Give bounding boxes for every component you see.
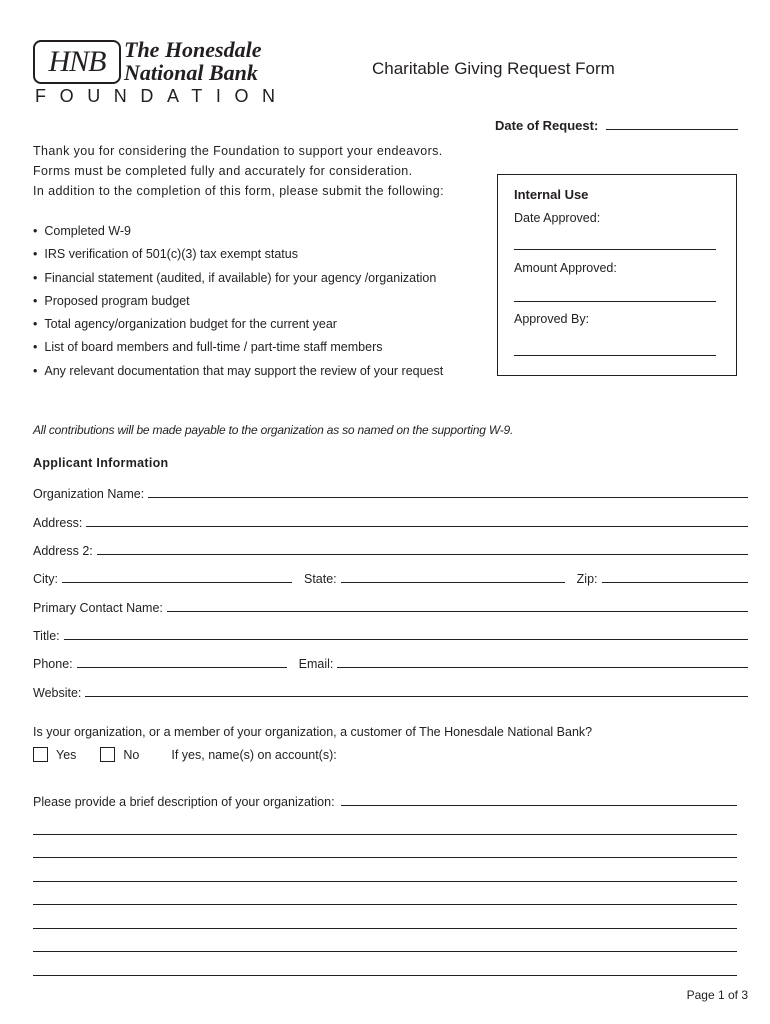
no-checkbox[interactable] bbox=[100, 747, 115, 762]
website-label: Website: bbox=[33, 686, 82, 700]
account-names-label: If yes, name(s) on account(s): bbox=[171, 747, 337, 762]
customer-question: Is your organization, or a member of your organization, a customer of The Honesdale National Bank? bbox=[33, 725, 593, 739]
email-field[interactable] bbox=[337, 667, 748, 668]
logo-mark: HNB bbox=[33, 40, 121, 84]
page-number: Page 1 of 3 bbox=[686, 988, 748, 1002]
customer-answer bbox=[33, 747, 337, 762]
primary-contact-row bbox=[33, 597, 748, 615]
title-label: Title: bbox=[33, 629, 60, 643]
address-field[interactable] bbox=[86, 526, 748, 527]
address2-label: Address 2: bbox=[33, 544, 93, 558]
logo-name-line2: National Bank bbox=[124, 60, 258, 85]
description-label: Please provide a brief description of your organization: bbox=[33, 795, 335, 809]
organization-name-field[interactable] bbox=[148, 497, 748, 498]
date-of-request-label: Date of Request: bbox=[495, 118, 599, 133]
website-field[interactable] bbox=[85, 696, 748, 697]
organization-name-label: Organization Name: bbox=[33, 487, 145, 501]
address2-field[interactable] bbox=[97, 554, 748, 555]
primary-contact-label: Primary Contact Name: bbox=[33, 601, 163, 615]
description-line[interactable] bbox=[33, 881, 737, 882]
yes-label: Yes bbox=[56, 747, 77, 762]
description-line[interactable] bbox=[33, 904, 737, 905]
city-field[interactable] bbox=[62, 582, 292, 583]
intro-line: Forms must be completed fully and accurately for consideration. bbox=[33, 164, 413, 178]
approved-by-field[interactable] bbox=[514, 355, 716, 356]
amount-approved-field[interactable] bbox=[514, 301, 716, 302]
date-of-request bbox=[495, 118, 738, 133]
zip-field[interactable] bbox=[602, 582, 748, 583]
internal-use-box bbox=[497, 174, 737, 376]
internal-use-heading: Internal Use bbox=[514, 187, 589, 202]
website-row bbox=[33, 682, 748, 700]
requirement-item: • Any relevant documentation that may support the review of your request bbox=[33, 360, 443, 383]
phone-label: Phone: bbox=[33, 657, 73, 671]
requirement-item: • Completed W-9 bbox=[33, 220, 443, 243]
logo-foundation: FOUNDATION bbox=[35, 86, 289, 106]
requirement-item: • Financial statement (audited, if available) for your agency /organization bbox=[33, 267, 443, 290]
zip-label: Zip: bbox=[576, 572, 598, 586]
intro-text bbox=[33, 141, 444, 201]
intro-line: In addition to the completion of this form, please submit the following: bbox=[33, 184, 444, 198]
address-row bbox=[33, 512, 748, 530]
applicant-heading: Applicant Information bbox=[33, 456, 169, 470]
state-field[interactable] bbox=[341, 582, 565, 583]
phone-email-row bbox=[33, 653, 748, 671]
requirements-list bbox=[33, 220, 443, 383]
description-line[interactable] bbox=[33, 951, 737, 952]
requirement-item: • Proposed program budget bbox=[33, 290, 443, 313]
form-title: Charitable Giving Request Form bbox=[372, 59, 615, 78]
address2-row bbox=[33, 540, 748, 558]
description-line[interactable] bbox=[33, 857, 737, 858]
intro-line: Thank you for considering the Foundation to support your endeavors. bbox=[33, 144, 443, 158]
description-line[interactable] bbox=[33, 928, 737, 929]
amount-approved-label: Amount Approved: bbox=[514, 261, 617, 275]
city-label: City: bbox=[33, 572, 58, 586]
address-label: Address: bbox=[33, 516, 83, 530]
date-approved-label: Date Approved: bbox=[514, 211, 601, 225]
logo-name-line1: The Honesdale bbox=[124, 37, 262, 62]
requirement-item: • IRS verification of 501(c)(3) tax exempt status bbox=[33, 243, 443, 266]
phone-field[interactable] bbox=[77, 667, 287, 668]
description-line[interactable] bbox=[33, 975, 737, 976]
date-of-request-field[interactable] bbox=[606, 129, 738, 130]
logo-bank-name bbox=[124, 38, 262, 84]
email-label: Email: bbox=[298, 657, 334, 671]
approved-by-label: Approved By: bbox=[514, 312, 590, 326]
no-label: No bbox=[123, 747, 140, 762]
state-label: State: bbox=[304, 572, 337, 586]
requirement-item: • List of board members and full-time / part-time staff members bbox=[33, 336, 443, 359]
description-row bbox=[33, 795, 737, 809]
title-row bbox=[33, 625, 748, 643]
primary-contact-field[interactable] bbox=[167, 611, 748, 612]
yes-checkbox[interactable] bbox=[33, 747, 48, 762]
description-field[interactable] bbox=[341, 805, 737, 806]
date-approved-field[interactable] bbox=[514, 249, 716, 250]
payable-note: All contributions will be made payable to the organization as so named on the supporting W-9. bbox=[33, 423, 514, 437]
description-line[interactable] bbox=[33, 834, 737, 835]
title-field[interactable] bbox=[64, 639, 748, 640]
organization-name-row bbox=[33, 483, 748, 501]
requirement-item: • Total agency/organization budget for the current year bbox=[33, 313, 443, 336]
city-state-zip-row bbox=[33, 568, 748, 586]
